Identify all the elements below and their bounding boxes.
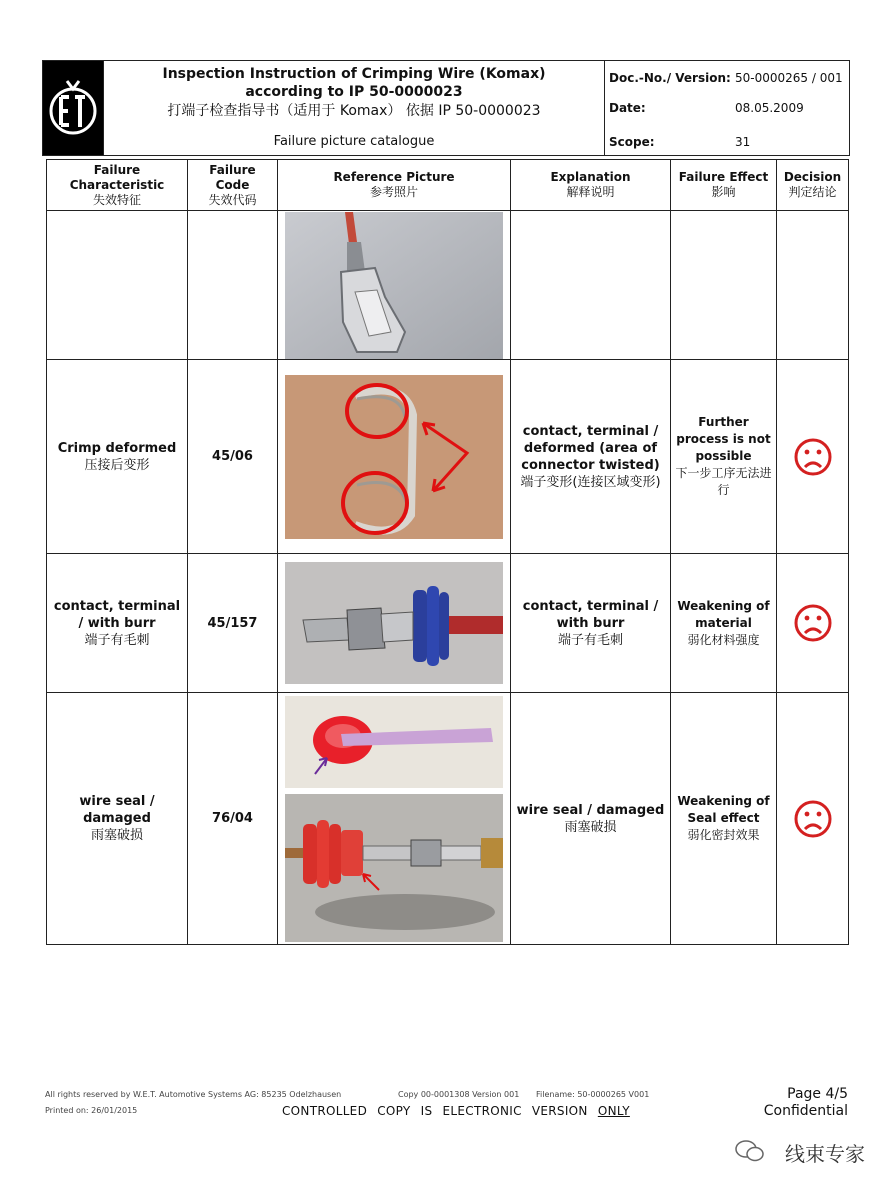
characteristic-en: contact, terminal / with burr	[53, 598, 181, 631]
effect-en: Weakening of Seal effect	[677, 794, 770, 825]
scope-label: Scope:	[609, 135, 655, 149]
title-line1: Inspection Instruction of Crimping Wire (Komax)	[162, 66, 546, 82]
deformed-crimp-photo	[285, 375, 503, 539]
date-value: 08.05.2009	[735, 101, 804, 115]
rights-text: All rights reserved by W.E.T. Automotive Systems AG: 85235 Odelzhausen	[45, 1090, 342, 1099]
col-cn: 失效特征	[92, 192, 141, 207]
seal-top-photo	[285, 696, 503, 788]
cell-explanation	[511, 554, 671, 693]
doc-value: 50-0000265 / 001	[735, 71, 843, 85]
sad-face-icon	[793, 437, 833, 477]
controlled-copy-note	[282, 1104, 630, 1118]
characteristic-cn: 雨塞破损	[90, 828, 143, 843]
explanation-cn: 端子变形(连接区域变形)	[520, 474, 661, 490]
printed-text: Printed on: 26/01/2015	[45, 1106, 138, 1115]
cell-decision	[777, 211, 849, 360]
effect-cn: 下一步工序无法进行	[675, 466, 772, 497]
col-en: Failure Effect	[678, 170, 769, 184]
cell-effect	[671, 693, 777, 945]
col-cn: 影响	[711, 185, 736, 199]
cell-explanation	[511, 360, 671, 554]
effect-cn: 弱化材料强度	[687, 632, 760, 647]
cell-decision	[777, 693, 849, 945]
seal-side-photo	[285, 794, 503, 942]
table-row	[47, 360, 849, 554]
table-row	[47, 554, 849, 693]
filename-text: Filename: 50-0000265 V001	[536, 1090, 650, 1099]
confidential-label: Confidential	[763, 1103, 848, 1119]
terminal-photo	[285, 212, 503, 359]
characteristic-en: Crimp deformed	[57, 440, 177, 456]
col-en: Failure Characteristic	[69, 162, 165, 192]
characteristic-cn: 端子有毛刺	[84, 632, 150, 648]
date-row	[605, 93, 849, 123]
effect-cn: 弱化密封效果	[687, 828, 760, 842]
column-header	[511, 160, 671, 211]
characteristic-cn: 压接后变形	[84, 457, 150, 473]
column-header	[47, 160, 188, 211]
subtitle: Failure picture catalogue	[273, 134, 435, 149]
cell-explanation	[511, 693, 671, 945]
meta-block	[605, 61, 849, 155]
copy-text: Copy 00-0001308 Version 001	[398, 1090, 520, 1099]
failure-code: 45/157	[207, 615, 258, 631]
table-row	[47, 693, 849, 945]
cell-characteristic	[47, 360, 188, 554]
wechat-icon	[735, 1140, 765, 1162]
sad-face-icon	[793, 799, 833, 839]
page-info	[764, 1086, 848, 1120]
cell-characteristic	[47, 211, 188, 360]
explanation-en: contact, terminal / deformed (area of connector twisted)	[521, 423, 660, 473]
sad-face-icon	[793, 603, 833, 643]
col-cn: 参考照片	[369, 185, 418, 199]
col-cn: 判定结论	[788, 185, 837, 199]
scope-value: 31	[735, 135, 751, 149]
explanation-en: contact, terminal / with burr	[522, 598, 659, 631]
watermark-text: 线束专家	[785, 1142, 865, 1166]
cell-characteristic	[47, 693, 188, 945]
cell-picture	[278, 554, 511, 693]
page-number: Page 4/5	[787, 1086, 848, 1102]
effect-en: Further process is not possible	[676, 415, 771, 463]
controlled-text: CONTROLLED COPY IS ELECTRONIC VERSION	[282, 1104, 588, 1118]
scope-row	[605, 127, 849, 157]
col-en: Explanation	[550, 170, 631, 184]
col-en: Decision	[783, 170, 842, 184]
cell-decision	[777, 360, 849, 554]
col-cn: 解释说明	[566, 185, 615, 199]
cell-picture	[278, 211, 511, 360]
explanation-cn: 雨塞破损	[564, 819, 617, 835]
failure-code: 76/04	[212, 811, 253, 826]
cell-explanation	[511, 211, 671, 360]
title-line2: according to IP 50-0000023	[245, 84, 463, 100]
column-header	[278, 160, 511, 211]
failure-catalogue-table	[46, 159, 849, 945]
cell-effect	[671, 211, 777, 360]
table-row	[47, 211, 849, 360]
date-label: Date:	[609, 101, 646, 115]
cell-effect	[671, 554, 777, 693]
cell-decision	[777, 554, 849, 693]
doc-label: Doc.-No./ Version:	[609, 71, 731, 85]
cell-effect	[671, 360, 777, 554]
cell-code	[188, 693, 278, 945]
cell-picture	[278, 360, 511, 554]
cell-picture	[278, 693, 511, 945]
column-header	[188, 160, 278, 211]
cell-code	[188, 360, 278, 554]
explanation-en: wire seal / damaged	[516, 802, 665, 818]
only-text: ONLY	[597, 1104, 630, 1118]
table-header-row	[47, 160, 849, 211]
document-header	[42, 60, 850, 156]
col-en: Failure Code	[209, 162, 256, 192]
wet-logo	[43, 61, 104, 155]
cell-characteristic	[47, 554, 188, 693]
col-cn: 失效代码	[208, 192, 257, 207]
effect-en: Weakening of material	[677, 598, 770, 630]
title-block	[104, 61, 605, 155]
explanation-cn: 端子有毛刺	[557, 632, 623, 648]
doc-number-row	[605, 63, 849, 93]
characteristic-en: wire seal / damaged	[79, 794, 155, 826]
column-header	[671, 160, 777, 211]
col-en: Reference Picture	[333, 170, 455, 184]
title-line3: 打端子检查指导书（适用于 Komax） 依据 IP 50-0000023	[167, 103, 541, 119]
cell-code	[188, 554, 278, 693]
burr-terminal-photo	[285, 562, 503, 684]
cell-code	[188, 211, 278, 360]
column-header	[777, 160, 849, 211]
failure-code: 45/06	[212, 449, 253, 464]
